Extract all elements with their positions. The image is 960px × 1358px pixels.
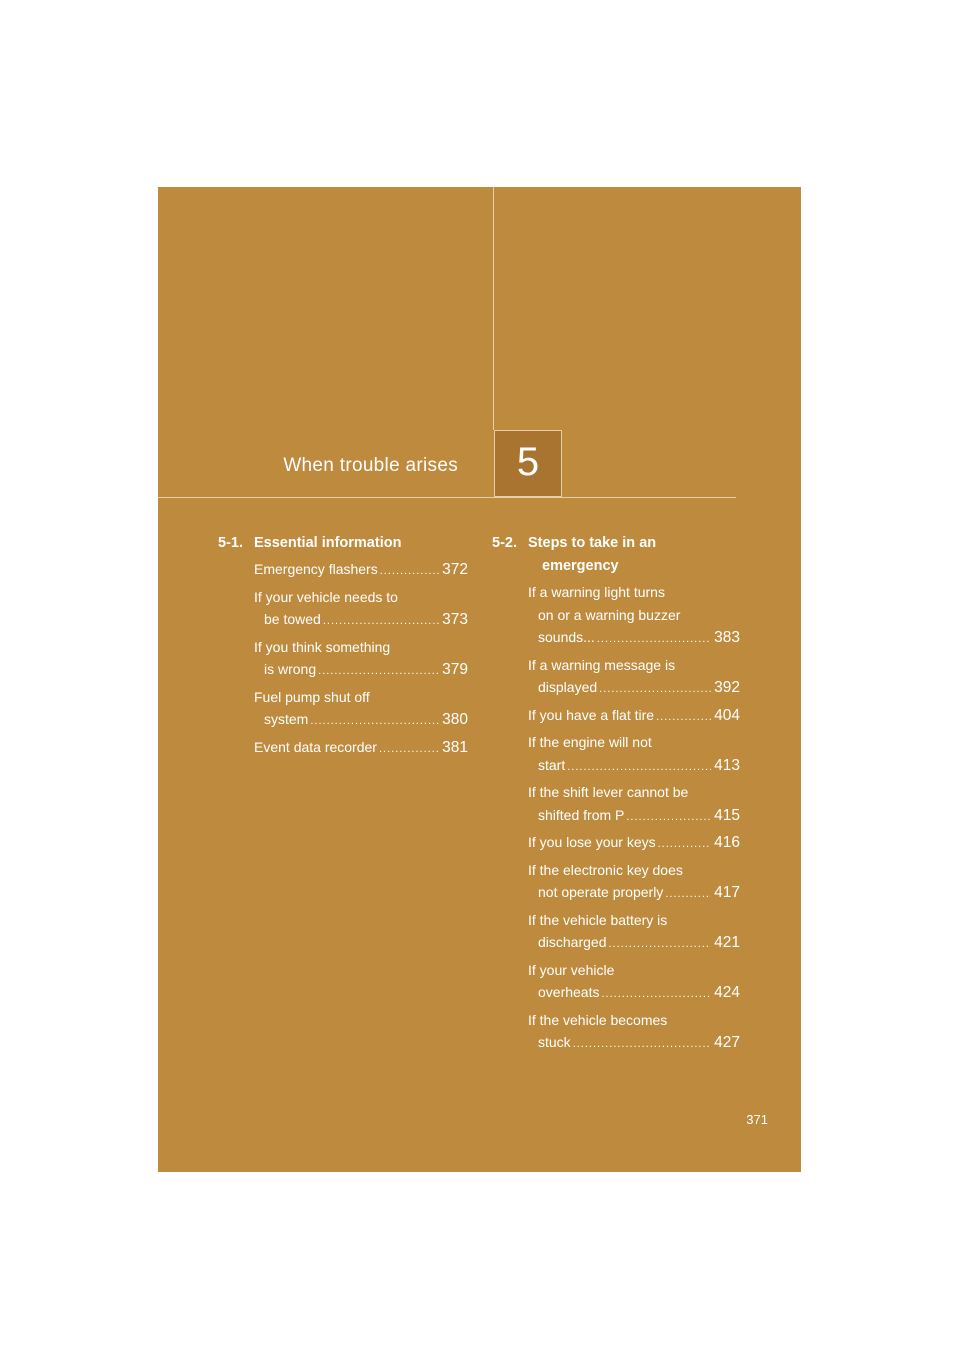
toc-entry[interactable] bbox=[492, 654, 740, 701]
toc-entry[interactable] bbox=[492, 731, 740, 778]
entry-text: If you think something bbox=[254, 638, 391, 655]
page-number: 371 bbox=[746, 1112, 768, 1127]
entry-page-number: 417 bbox=[714, 884, 740, 901]
entry-list bbox=[492, 581, 740, 1056]
toc-entry[interactable] bbox=[492, 1009, 740, 1056]
entry-text: If the engine will not bbox=[528, 734, 652, 750]
toc-section-5-1 bbox=[218, 532, 468, 763]
section-number: 5-1. bbox=[218, 535, 243, 551]
toc-entry[interactable] bbox=[492, 959, 740, 1006]
dot-leader bbox=[601, 983, 711, 1006]
toc-entry[interactable] bbox=[492, 859, 740, 906]
entry-text: stuck bbox=[538, 1034, 571, 1050]
dot-leader bbox=[573, 1033, 711, 1056]
entry-text: sounds... bbox=[538, 629, 595, 645]
dot-leader bbox=[665, 883, 711, 906]
entry-text: start bbox=[538, 756, 566, 773]
entry-text: If the electronic key does bbox=[528, 861, 683, 878]
toc-entry[interactable] bbox=[218, 586, 468, 633]
section-number: 5-2. bbox=[492, 535, 517, 551]
dot-leader bbox=[380, 560, 439, 583]
toc-entry[interactable] bbox=[218, 736, 468, 761]
toc-entry[interactable] bbox=[492, 581, 740, 651]
entry-text: If your vehicle needs to bbox=[254, 588, 398, 605]
entry-page-number: 383 bbox=[714, 629, 740, 646]
entry-text: If a warning message is bbox=[528, 656, 676, 673]
dot-leader bbox=[609, 933, 712, 956]
entry-text: is wrong bbox=[264, 661, 317, 677]
entry-page-number: 413 bbox=[714, 756, 740, 774]
dot-leader bbox=[379, 738, 439, 761]
entry-page-number: 372 bbox=[442, 561, 468, 578]
entry-text: If your vehicle bbox=[528, 961, 615, 978]
toc-entry[interactable] bbox=[492, 781, 740, 828]
chapter-number-box: 5 bbox=[494, 430, 562, 497]
entry-text: system bbox=[264, 711, 309, 727]
toc-entry[interactable] bbox=[218, 686, 468, 733]
entry-text: overheats bbox=[538, 984, 600, 1000]
entry-page-number: 392 bbox=[714, 679, 740, 696]
vertical-divider bbox=[493, 187, 494, 430]
entry-list bbox=[218, 558, 468, 760]
section-heading bbox=[492, 532, 740, 578]
section-title: emergency bbox=[542, 558, 619, 574]
dot-leader bbox=[567, 756, 711, 779]
entry-page-number: 421 bbox=[714, 934, 740, 951]
chapter-title: When trouble arises bbox=[283, 455, 458, 476]
entry-page-number: 415 bbox=[714, 806, 740, 824]
dot-leader bbox=[599, 678, 711, 701]
entry-page-number: 416 bbox=[714, 834, 740, 851]
entry-text: be towed bbox=[264, 611, 321, 627]
toc-entry[interactable] bbox=[218, 636, 468, 683]
dot-leader bbox=[323, 610, 439, 633]
dot-leader bbox=[318, 660, 439, 683]
chapter-panel bbox=[158, 187, 801, 1172]
entry-page-number: 373 bbox=[442, 611, 468, 628]
section-title: Essential information bbox=[254, 535, 402, 551]
entry-text: If the shift lever cannot be bbox=[528, 784, 689, 800]
entry-text: on or a warning buzzer bbox=[538, 606, 681, 623]
entry-page-number: 427 bbox=[714, 1034, 740, 1051]
entry-text: If the vehicle battery is bbox=[528, 911, 668, 928]
entry-text: displayed bbox=[538, 679, 598, 695]
dot-leader bbox=[656, 706, 711, 729]
dot-leader bbox=[658, 833, 712, 856]
entry-page-number: 379 bbox=[442, 661, 468, 678]
dot-leader bbox=[597, 628, 711, 651]
toc-entry[interactable] bbox=[492, 704, 740, 729]
entry-text: discharged bbox=[538, 934, 607, 950]
entry-page-number: 380 bbox=[442, 711, 468, 728]
dot-leader bbox=[626, 806, 711, 829]
entry-text: If the vehicle becomes bbox=[528, 1011, 668, 1028]
toc-entry[interactable] bbox=[492, 831, 740, 856]
toc-section-5-2 bbox=[492, 532, 740, 1059]
entry-text: Event data recorder bbox=[254, 738, 377, 755]
entry-page-number: 424 bbox=[714, 984, 740, 1001]
horizontal-divider bbox=[158, 497, 736, 498]
entry-text: If you lose your keys bbox=[528, 834, 656, 850]
entry-text: shifted from P bbox=[538, 806, 625, 823]
entry-page-number: 381 bbox=[442, 738, 468, 756]
toc-entry[interactable] bbox=[218, 558, 468, 583]
section-heading bbox=[218, 532, 468, 555]
entry-text: If you have a flat tire bbox=[528, 706, 655, 723]
entry-text: Fuel pump shut off bbox=[254, 688, 370, 705]
entry-page-number: 404 bbox=[714, 706, 740, 724]
entry-text: not operate properly bbox=[538, 884, 664, 900]
entry-text: Emergency flashers bbox=[254, 561, 378, 577]
entry-text: If a warning light turns bbox=[528, 584, 665, 600]
dot-leader bbox=[310, 710, 439, 733]
section-title: Steps to take in an bbox=[528, 535, 657, 551]
toc-entry[interactable] bbox=[492, 909, 740, 956]
